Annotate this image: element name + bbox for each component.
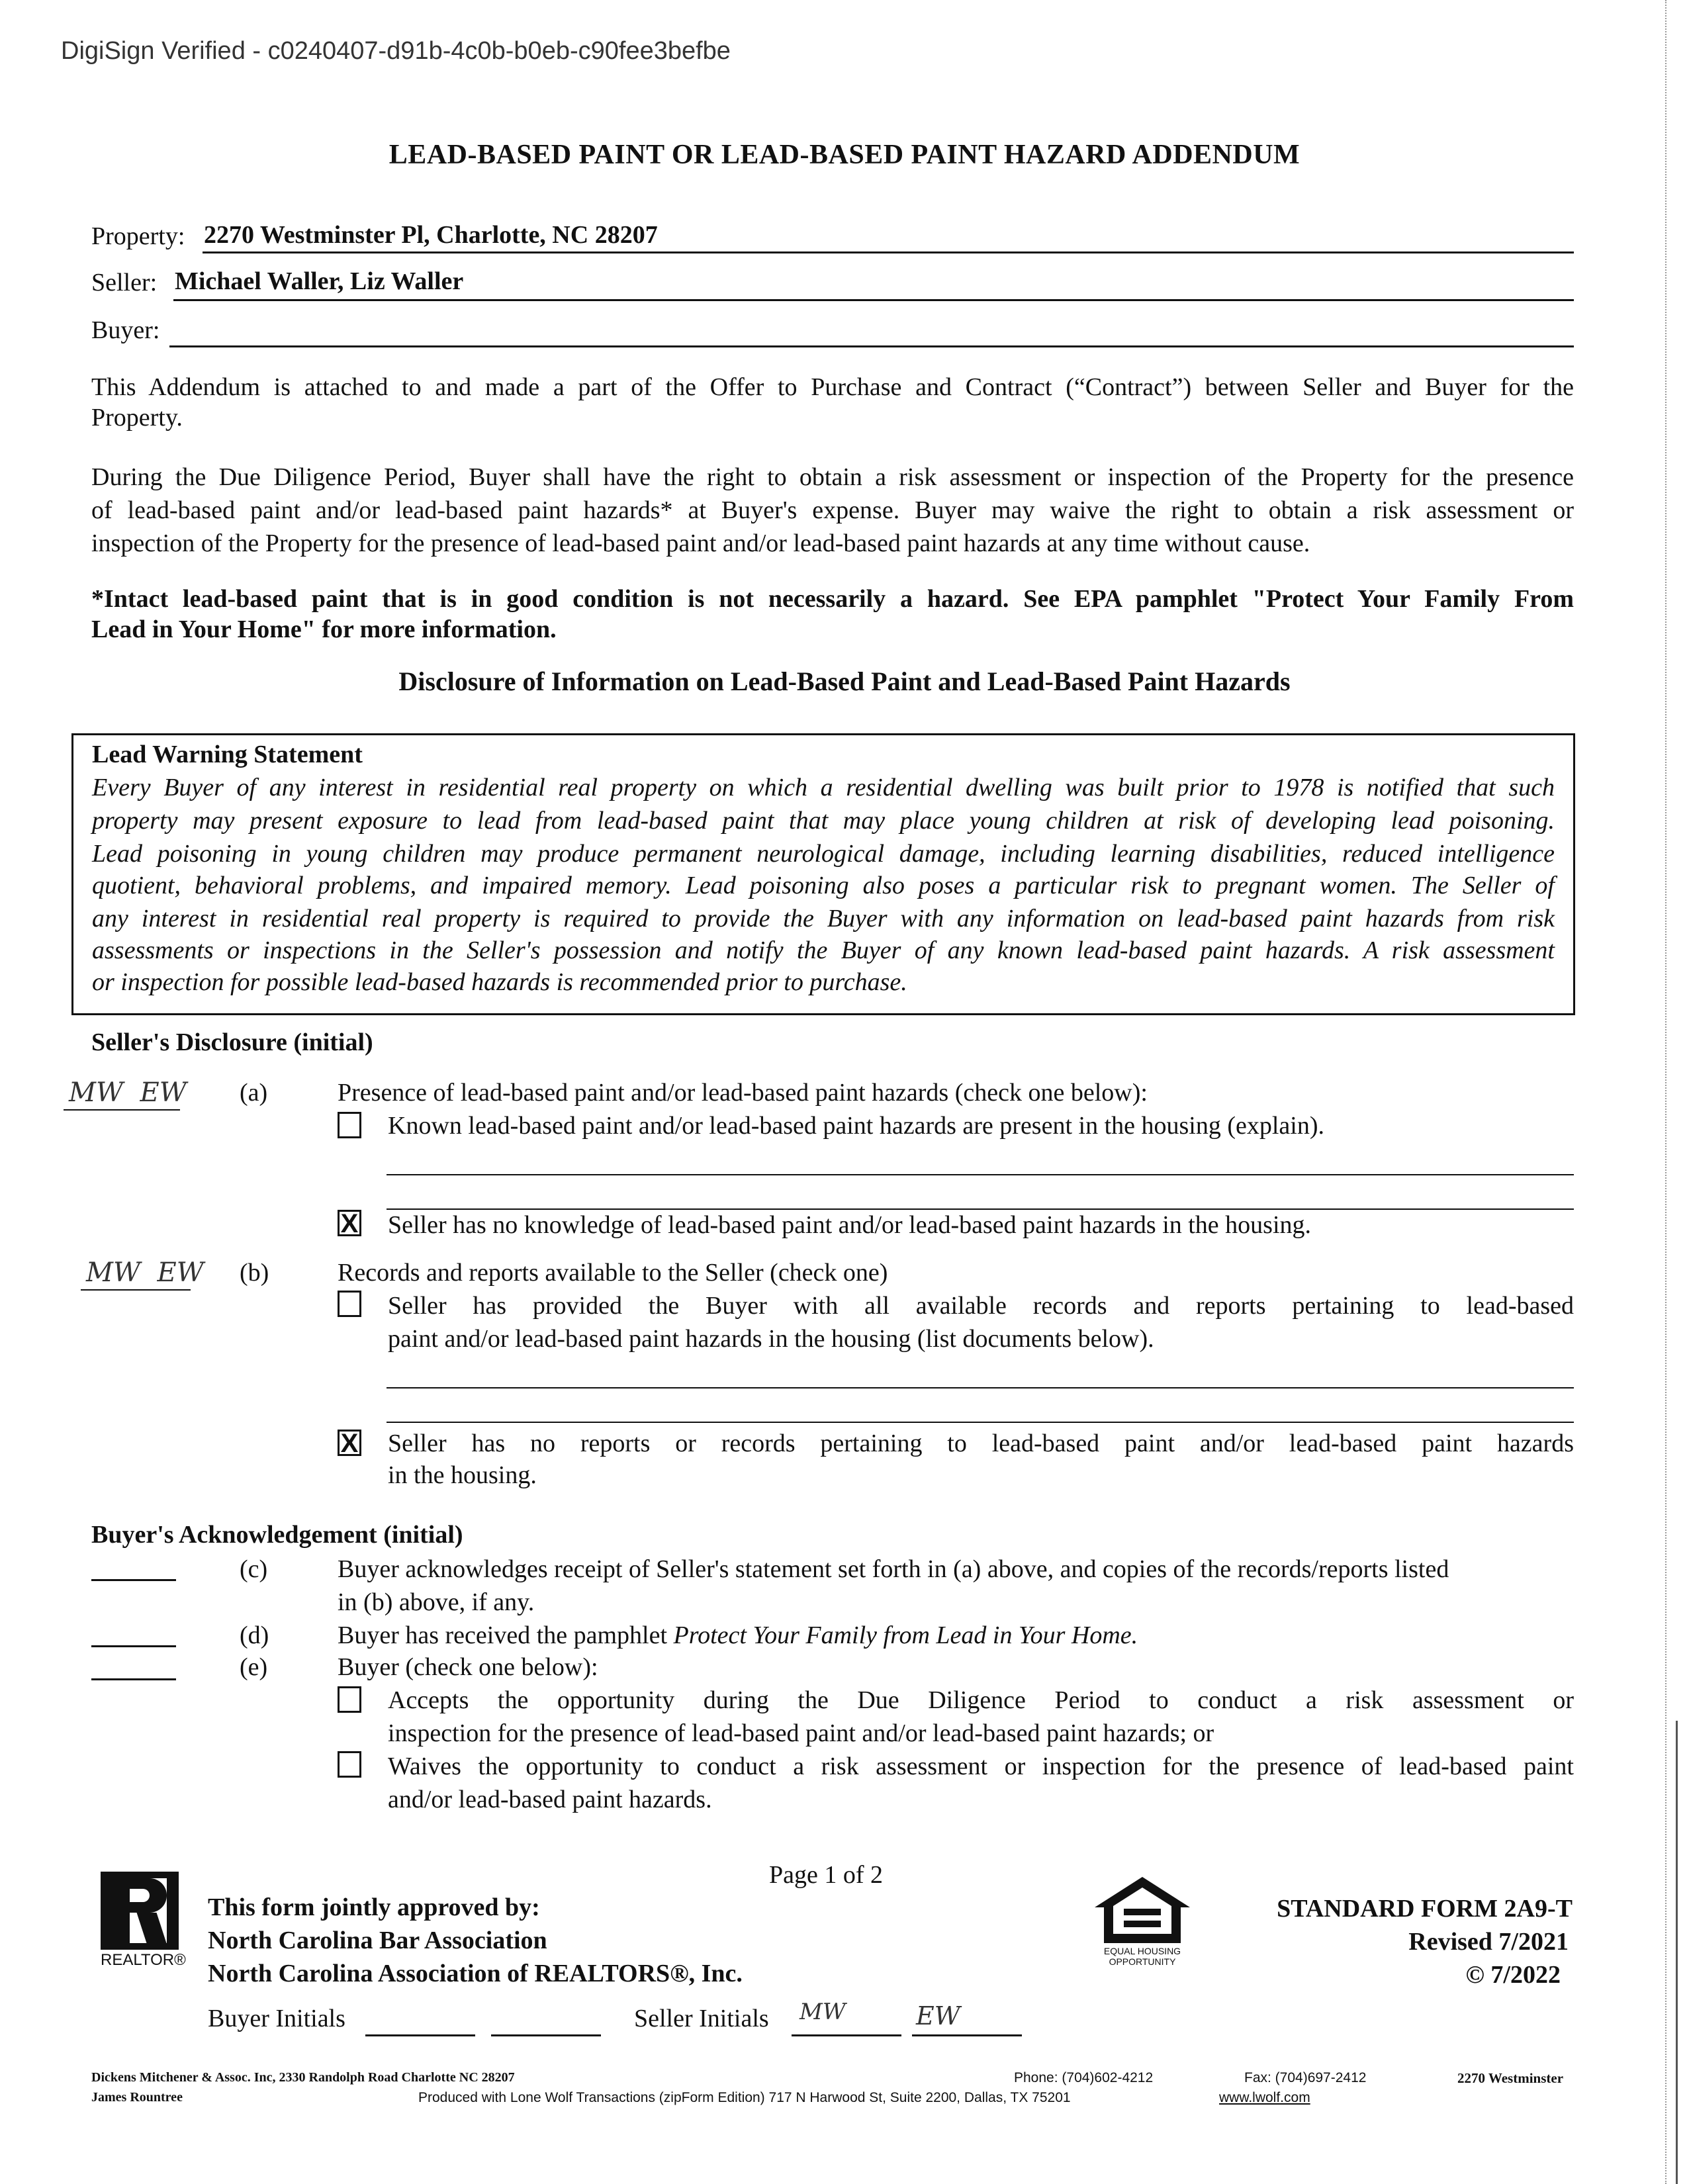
note-line1: *Intact lead-based paint that is in good condition is not necessarily a hazard. See EPA pamphlet "Protect Your Family From: [91, 585, 1574, 613]
pamphlet-title: Protect Your Family from Lead in Your Home.: [673, 1621, 1138, 1649]
item-a-label: (a): [240, 1079, 268, 1107]
buyer-initials-c[interactable]: [91, 1579, 176, 1581]
seller-label: Seller:: [91, 269, 158, 296]
seller-initials-line-1[interactable]: [792, 2034, 901, 2036]
form-name: STANDARD FORM 2A9-T: [1277, 1895, 1573, 1923]
explain-line-1: [387, 1174, 1574, 1175]
para2-line1: During the Due Diligence Period, Buyer shall have the right to obtain a risk assessment or inspection of the Property for the presence: [91, 463, 1574, 491]
item-c-line1: Buyer acknowledges receipt of Seller's statement set forth in (a) above, and copies of the records/reports listed: [338, 1555, 1449, 1583]
checkbox-b-provided[interactable]: [338, 1291, 361, 1317]
item-d-label: (d): [240, 1621, 269, 1649]
produced-with: Produced with Lone Wolf Transactions (zipForm Edition) 717 N Harwood St, Suite 2200, Dallas, TX 75201: [418, 2090, 1071, 2105]
digisign-stamp: DigiSign Verified - c0240407-d91b-4c0b-b0eb-c90fee3befbe: [61, 37, 731, 65]
option-e-waives-line2: and/or lead-based paint hazards.: [388, 1786, 712, 1813]
buyer-initials-e[interactable]: [91, 1678, 176, 1680]
option-e-waives-line1: Waives the opportunity to conduct a risk assessment or inspection for the presence of lead-based paint: [388, 1752, 1574, 1780]
documents-line-1: [387, 1387, 1574, 1388]
warning-line: Lead poisoning in young children may produce permanent neurological damage, including learning disabilities, reduced intelligence: [92, 840, 1555, 868]
checkbox-e-waives[interactable]: [338, 1751, 361, 1778]
option-b-provided-line2: paint and/or lead-based paint hazards in the housing (list documents below).: [388, 1325, 1154, 1353]
option-a-no-knowledge: Seller has no knowledge of lead-based paint and/or lead-based paint hazards in the housing.: [388, 1211, 1312, 1239]
warning-line: Every Buyer of any interest in residential real property on which a residential dwelling was built prior to 1978 is notified that such: [92, 774, 1555, 801]
seller-initials-label: Seller Initials: [634, 2005, 769, 2032]
brokerage-fax: Fax: (704)697-2412: [1244, 2070, 1367, 2085]
para2-line3: inspection of the Property for the presence of lead-based paint and/or lead-based paint hazards at any time without cause.: [91, 529, 1310, 557]
seller-value: Michael Waller, Liz Waller: [175, 267, 464, 295]
page-number: Page 1 of 2: [769, 1861, 884, 1889]
warning-line: quotient, behavioral problems, and impaired memory. Lead poisoning also poses a particular risk to pregnant women. The Seller of: [92, 872, 1555, 899]
seller-initials-line-2[interactable]: [912, 2034, 1022, 2036]
option-b-provided-line1: Seller has provided the Buyer with all available records and reports pertaining to lead-based: [388, 1292, 1574, 1320]
checkbox-e-accepts[interactable]: [338, 1686, 361, 1713]
equal-housing-icon: [1091, 1874, 1194, 1947]
initials-line-a: [64, 1109, 180, 1111]
realtor-r-icon: [113, 1878, 167, 1943]
seller-line: [173, 299, 1574, 301]
checkbox-a-known[interactable]: [338, 1112, 361, 1138]
warning-heading: Lead Warning Statement: [92, 741, 363, 768]
item-c-line2: in (b) above, if any.: [338, 1588, 535, 1616]
seller-initials-a: MW EW: [69, 1077, 187, 1108]
file-name: 2270 Westminster: [1457, 2070, 1564, 2086]
item-d-text-prefix: Buyer has received the pamphlet: [338, 1621, 674, 1649]
form-copyright: © 7/2022: [1465, 1961, 1561, 1989]
approved-line1: This form jointly approved by:: [208, 1893, 540, 1921]
eho-line2: OPPORTUNITY: [1109, 1956, 1176, 1967]
item-b-label: (b): [240, 1259, 269, 1287]
item-e-text: Buyer (check one below):: [338, 1653, 598, 1681]
para1-line1: This Addendum is attached to and made a part of the Offer to Purchase and Contract (“Contract”) between Seller and Buyer for the: [91, 373, 1574, 401]
buyer-label: Buyer:: [91, 316, 160, 344]
option-b-no-records-line1: Seller has no reports or records pertaining to lead-based paint and/or lead-based paint hazards: [388, 1430, 1574, 1457]
warning-line: any interest in residential real property is required to provide the Buyer with any information on lead-based paint hazards from risk: [92, 905, 1555, 933]
approved-line3: North Carolina Association of REALTORS®, Inc.: [208, 1960, 743, 1987]
note-line2: Lead in Your Home" for more information.: [91, 615, 557, 643]
warning-line: assessments or inspections in the Seller's possession and notify the Buyer of any known lead-based paint hazards. A risk assessment: [92, 936, 1555, 964]
buyer-initials-line-1[interactable]: [365, 2034, 475, 2036]
seller-disclosure-heading: Seller's Disclosure (initial): [91, 1028, 373, 1056]
agent-name: James Rountree: [91, 2090, 183, 2105]
checkbox-b-no-records[interactable]: X: [338, 1430, 361, 1456]
approved-line2: North Carolina Bar Association: [208, 1927, 547, 1954]
property-label: Property:: [91, 222, 185, 250]
page-title: LEAD-BASED PAINT OR LEAD-BASED PAINT HAZARD ADDENDUM: [388, 140, 1301, 170]
initials-line-b: [81, 1289, 191, 1291]
buyer-initials-line-2[interactable]: [491, 2034, 601, 2036]
checkbox-a-no-knowledge[interactable]: X: [338, 1210, 361, 1236]
brokerage-phone: Phone: (704)602-4212: [1014, 2070, 1154, 2085]
item-a-text: Presence of lead-based paint and/or lead-based paint hazards (check one below):: [338, 1079, 1148, 1107]
brokerage-address: Dickens Mitchener & Assoc. Inc, 2330 Randolph Road Charlotte NC 28207: [91, 2070, 515, 2085]
option-e-accepts-line2: inspection for the presence of lead-based paint and/or lead-based paint hazards; or: [388, 1719, 1214, 1747]
lwolf-link[interactable]: www.lwolf.com: [1219, 2090, 1310, 2105]
option-a-known: Known lead-based paint and/or lead-based paint hazards are present in the housing (explain).: [388, 1112, 1324, 1140]
para2-line2: of lead-based paint and/or lead-based paint hazards* at Buyer's expense. Buyer may waive the right to obtain a risk assessment or: [91, 496, 1574, 524]
realtor-label: REALTOR®: [101, 1951, 186, 1969]
item-d-text: [338, 1619, 1138, 1652]
seller-initial-1: MW: [799, 1999, 846, 2025]
option-b-no-records-line2: in the housing.: [388, 1461, 537, 1489]
buyer-initials-d[interactable]: [91, 1645, 176, 1647]
warning-line: property may present exposure to lead from lead-based paint that may place young children at risk of developing lead poisoning.: [92, 807, 1555, 835]
item-b-text: Records and reports available to the Seller (check one): [338, 1259, 888, 1287]
form-revised: Revised 7/2021: [1408, 1928, 1569, 1956]
realtor-logo: [101, 1872, 179, 1950]
para1-line2: Property.: [91, 404, 183, 432]
scan-edge-mark: [1665, 0, 1666, 2184]
property-value: 2270 Westminster Pl, Charlotte, NC 28207: [204, 221, 658, 249]
scan-edge-mark: [1676, 1721, 1678, 2184]
buyer-initials-label: Buyer Initials: [208, 2005, 345, 2032]
warning-line: or inspection for possible lead-based hazards is recommended prior to purchase.: [92, 968, 907, 996]
buyer-ack-heading: Buyer's Acknowledgement (initial): [91, 1521, 463, 1549]
disclosure-heading: Disclosure of Information on Lead-Based Paint and Lead-Based Paint Hazards: [398, 666, 1291, 696]
property-line: [203, 251, 1574, 253]
documents-line-2: [387, 1422, 1574, 1423]
item-e-label: (e): [240, 1653, 268, 1681]
option-e-accepts-line1: Accepts the opportunity during the Due Diligence Period to conduct a risk assessment or: [388, 1686, 1574, 1714]
eho-line1: EQUAL HOUSING: [1103, 1946, 1181, 1956]
item-c-label: (c): [240, 1555, 268, 1583]
seller-initial-2: EW: [916, 2001, 960, 2030]
buyer-line: [169, 345, 1574, 347]
lead-warning-box: [71, 733, 1575, 1015]
seller-initials-b: MW EW: [86, 1257, 204, 1288]
